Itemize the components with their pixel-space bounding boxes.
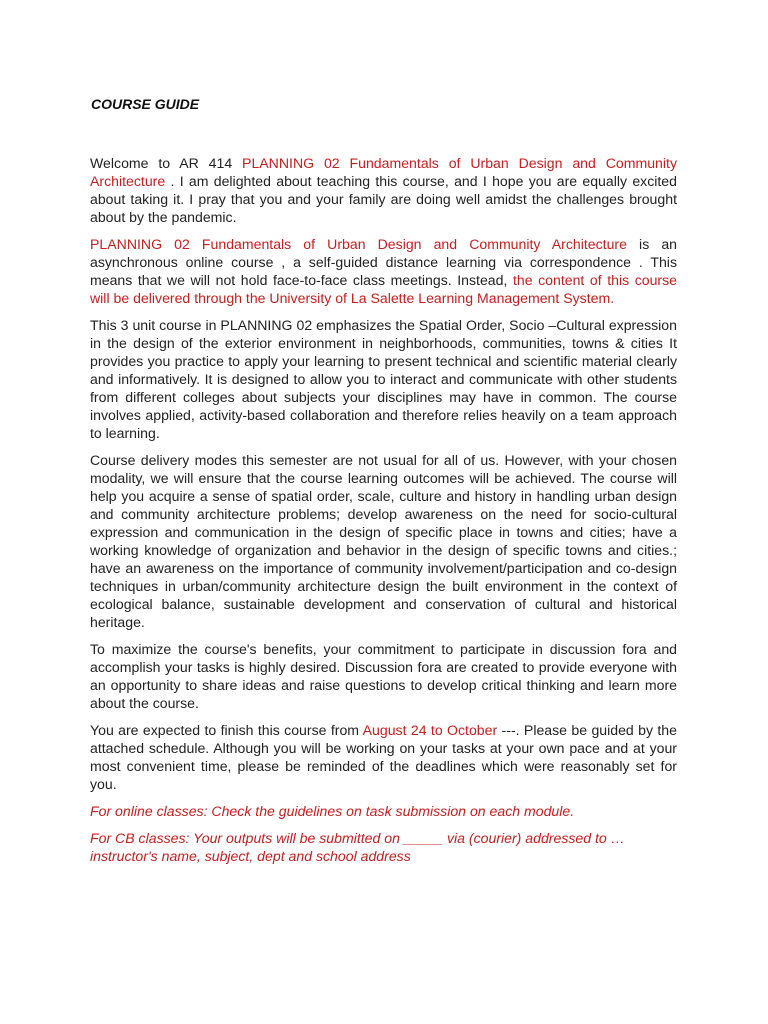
schedule-text-rest: ---. Please be guided by the attached schedule. Although you will be working on your tasks at your own pace and at your most convenient time, please be reminded of the deadlines which were reasonably set for you. <box>90 722 677 792</box>
welcome-text-rest: . I am delighted about teaching this course, and I hope you are equally excited about taking it. I pray that you and your family are doing well amidst the challenges brought about by the pandemic. <box>90 173 677 225</box>
cb-classes-note: For CB classes: Your outputs will be submitted on _____ via (courier) addressed to … instructor's name, subject, dept and school address <box>90 830 625 864</box>
submission-notes <box>90 802 677 865</box>
schedule-text: You are expected to finish this course from <box>90 722 363 738</box>
course-description-paragraph: This 3 unit course in PLANNING 02 emphasizes the Spatial Order, Socio –Cultural expression in the design of the exterior environment in neighborhoods, communities, towns & cities It provides you practice to apply your learning to present technical and scientific material clearly and informatively. It is designed to allow you to interact and communicate with other students from different colleges about subjects your disciplines may have in common. The course involves applied, activity-based collaboration and therefore relies heavily on a team approach to learning. <box>90 317 677 441</box>
course-format-text: is an asynchronous online course , a self-guided distance learning via correspondence . This means that we will not hold face-to-face class meetings. Instead, <box>90 236 678 288</box>
course-title-highlight-2: PLANNING 02 Fundamentals of Urban Design and Community Architecture <box>90 236 627 252</box>
discussion-fora-paragraph: To maximize the course's benefits, your commitment to participate in discussion fora and accomplish your tasks is highly desired. Discussion fora are created to provide everyone with an opportunity to share ideas and raise questions to develop critical thinking and learn more about the course. <box>90 641 677 711</box>
course-delivery-paragraph: Course delivery modes this semester are not usual for all of us. However, with your chosen modality, we will ensure that the course learning outcomes will be achieved. The course will help you acquire a sense of spatial order, scale, culture and history in handling urban design and community architecture problems; develop awareness on the need for socio-cultural expression and communication in the design of specific place in towns and cities; have a working knowledge of organization and behavior in the design of specific towns and cities.; have an awareness on the importance of community involvement/participation and co-design techniques in urban/community architecture design the built environment in the context of ecological balance, sustainable development and conservation of cultural and historical heritage. <box>90 452 677 630</box>
online-classes-note: For online classes: Check the guidelines on task submission on each module. <box>90 803 575 819</box>
course-guide-heading: COURSE GUIDE <box>91 96 200 112</box>
lms-delivery-highlight: the content of this course will be delivered through the University of La Salette Learning Management System. <box>90 272 677 306</box>
course-format-paragraph <box>90 235 677 307</box>
welcome-text: Welcome to AR 414 <box>90 155 243 171</box>
welcome-paragraph <box>90 154 677 226</box>
schedule-paragraph <box>90 721 677 793</box>
document-body <box>90 154 677 874</box>
course-title-highlight: PLANNING 02 Fundamentals of Urban Design and Community Architecture <box>90 155 677 189</box>
date-range-highlight: August 24 to October <box>362 722 498 738</box>
